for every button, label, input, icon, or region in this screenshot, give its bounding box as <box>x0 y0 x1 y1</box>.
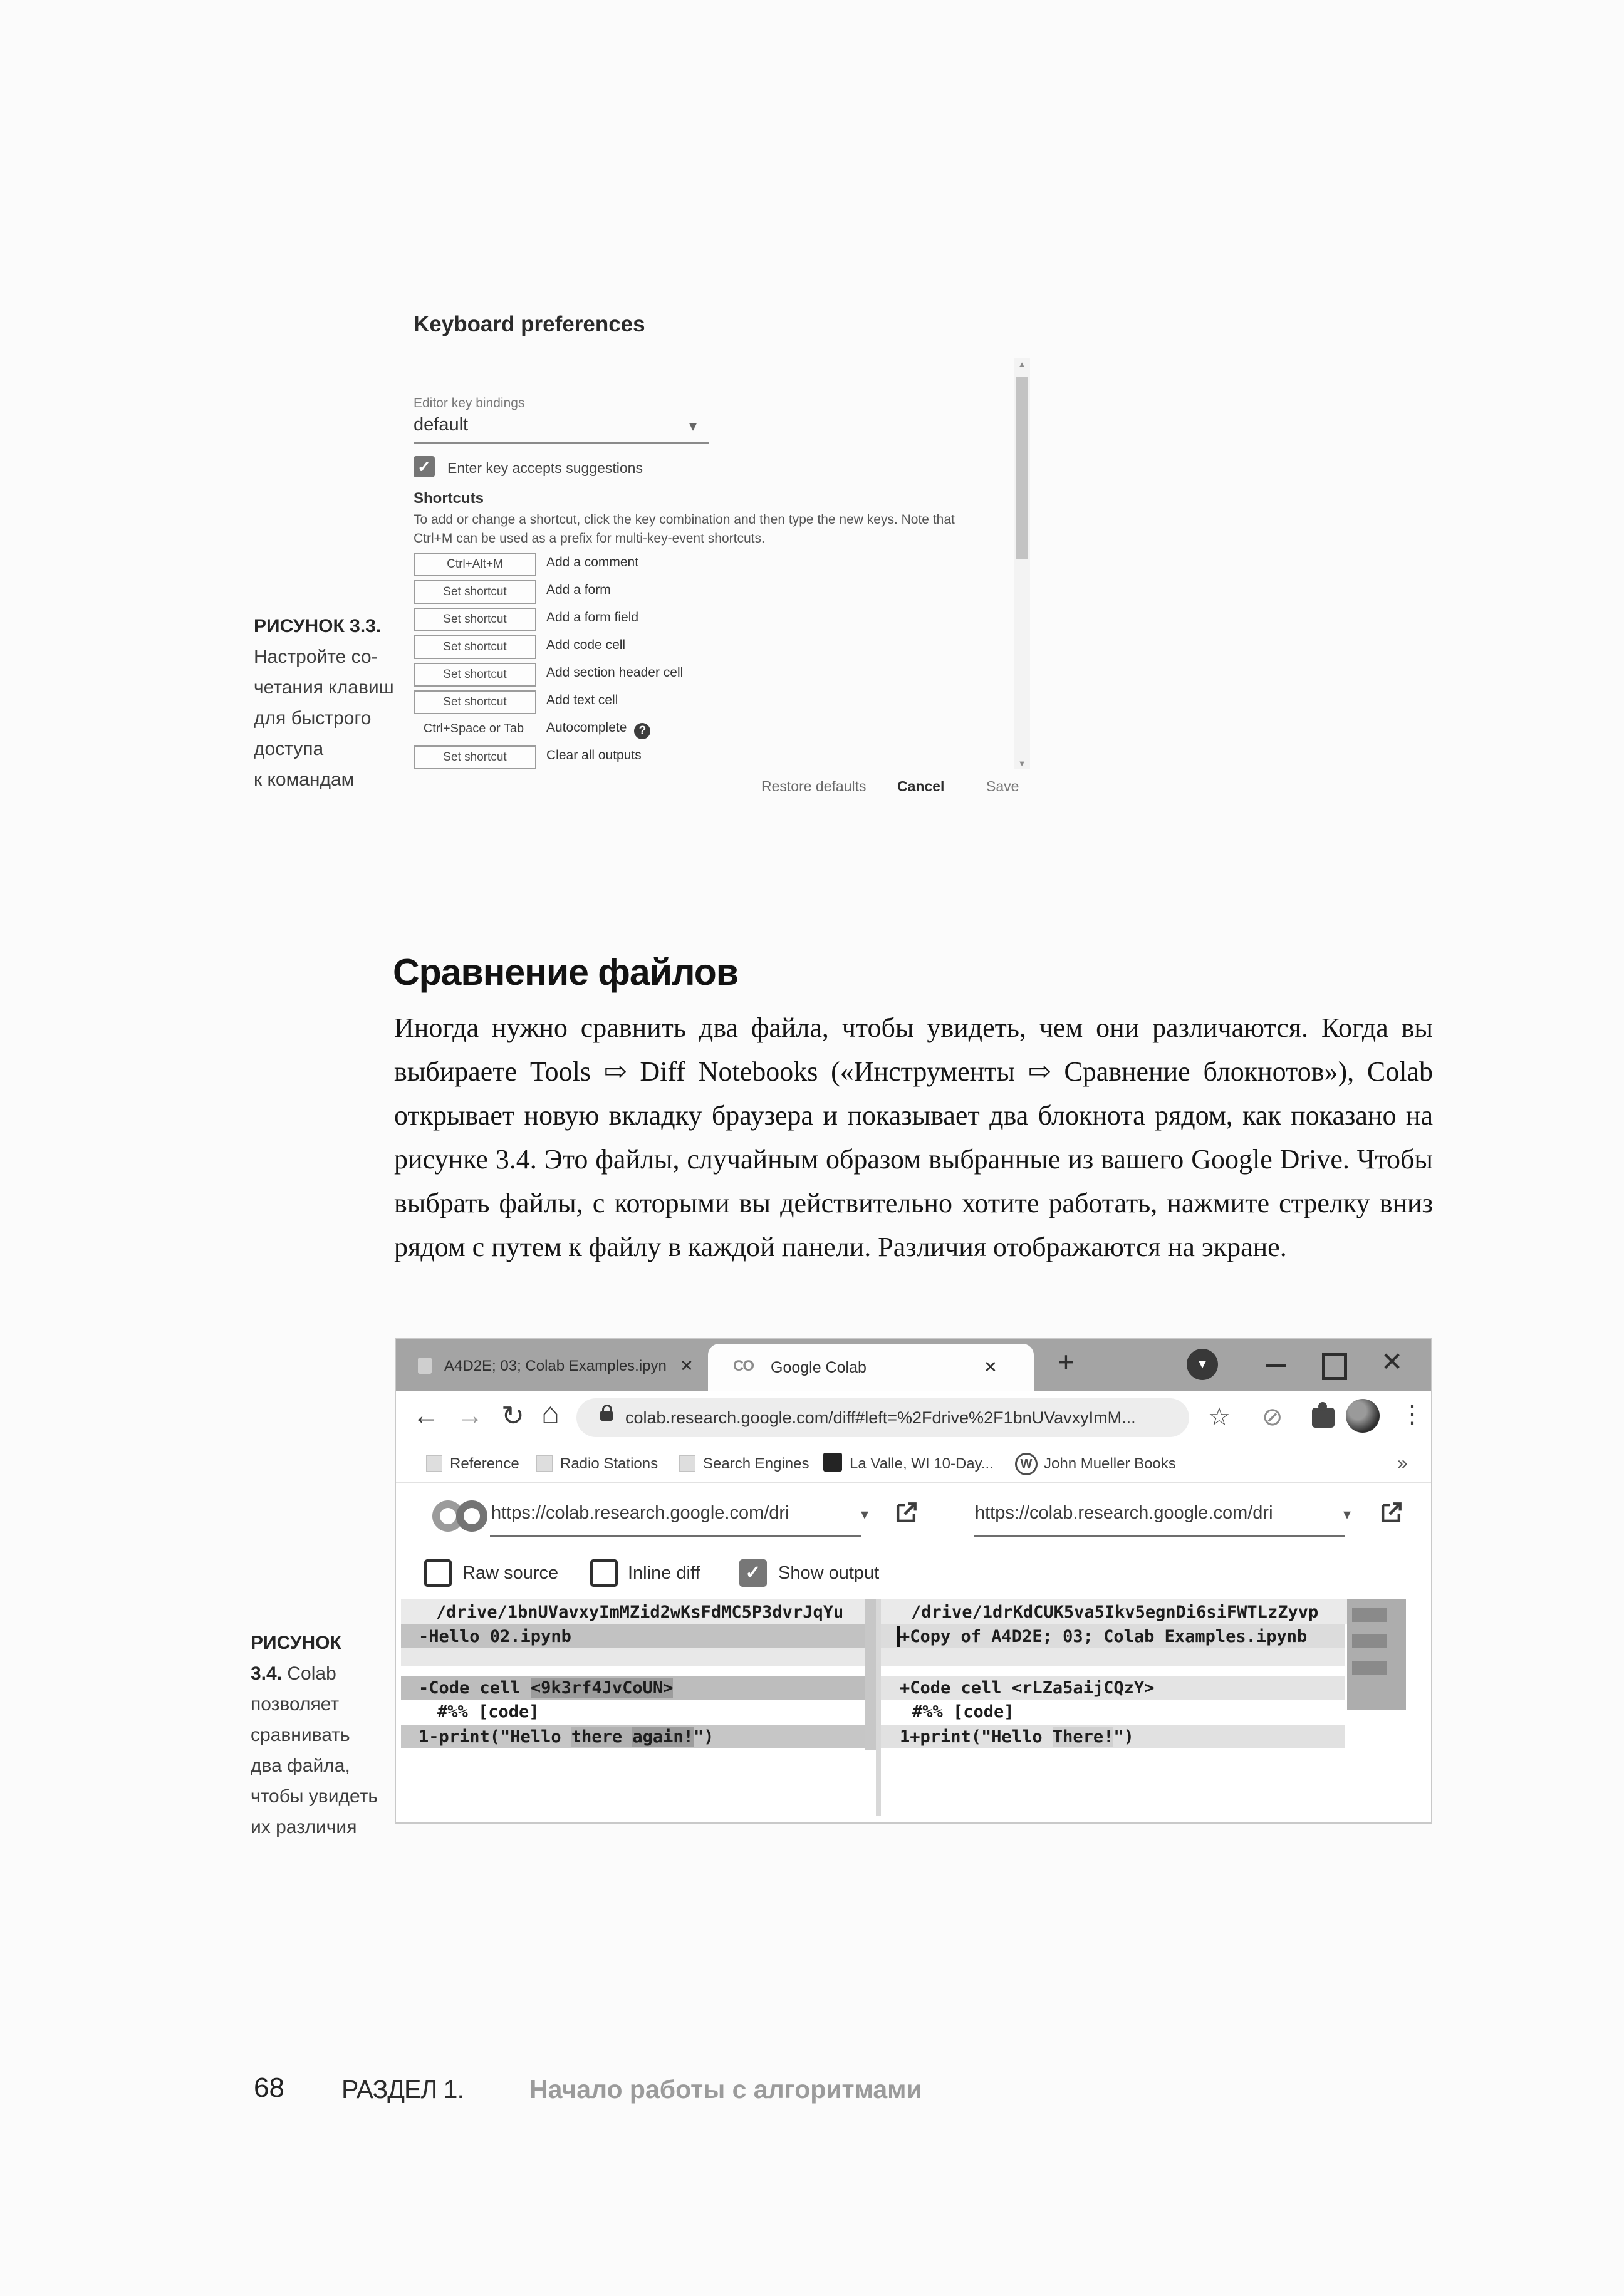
code-cell-marker: #%% [code] <box>437 1702 539 1722</box>
save-button[interactable]: Save <box>986 778 1019 794</box>
code-text: ") <box>693 1727 714 1747</box>
figure-3-4-caption <box>251 1628 407 1842</box>
window-minimize-button[interactable] <box>1266 1364 1286 1367</box>
figure-3-3-caption-title: РИСУНОК 3.3. <box>254 616 382 636</box>
shortcut-row <box>414 718 977 742</box>
profile-avatar[interactable] <box>1346 1399 1380 1433</box>
shortcut-action-label: Add a comment <box>546 555 639 569</box>
toolbar-divider <box>396 1482 1431 1483</box>
right-file-path-dropdown[interactable]: https://colab.research.google.com/dri <box>975 1503 1273 1523</box>
tab-close-icon[interactable]: ✕ <box>680 1356 694 1375</box>
weather-site-icon <box>823 1453 842 1472</box>
browser-menu-icon[interactable]: ⋮ <box>1400 1401 1425 1428</box>
tab-label: Google Colab <box>771 1359 867 1376</box>
left-file-path-dropdown[interactable]: https://colab.research.google.com/dri <box>491 1503 789 1523</box>
dialog-title: Keyboard preferences <box>414 312 645 336</box>
extensions-puzzle-icon[interactable] <box>1312 1408 1335 1428</box>
diff-view <box>401 1599 1426 1816</box>
line-number: 1- <box>419 1727 439 1747</box>
input-underline <box>490 1535 861 1537</box>
left-panel-scrollbar[interactable] <box>865 1599 876 1750</box>
minimap-change-block <box>1352 1608 1387 1622</box>
bookmark-search-engines[interactable]: Search Engines <box>703 1455 809 1472</box>
caption-line: их различия <box>251 1817 357 1837</box>
chevron-down-icon[interactable]: ▾ <box>689 418 697 435</box>
tab-colab-examples[interactable] <box>418 1353 700 1380</box>
open-in-new-tab-icon[interactable] <box>1377 1499 1405 1527</box>
diff-line-text: +Code cell <rLZa5aijCQzY> <box>900 1678 1155 1698</box>
folder-icon <box>426 1455 442 1472</box>
browser-tab-bar <box>396 1339 1431 1391</box>
restore-defaults-button[interactable]: Restore defaults <box>761 778 867 794</box>
bookmarks-bar <box>396 1445 1431 1482</box>
shortcut-action-label: Add text cell <box>546 693 618 707</box>
dialog-scrollbar[interactable] <box>1014 358 1030 769</box>
shortcut-row <box>414 580 977 604</box>
set-shortcut-button[interactable]: Set shortcut <box>414 663 536 687</box>
changed-token: again! <box>632 1727 694 1747</box>
keyboard-preferences-dialog <box>414 307 1046 814</box>
cancel-button[interactable]: Cancel <box>897 778 945 794</box>
content-blocked-icon[interactable]: ⊘ <box>1262 1403 1283 1431</box>
browser-screenshot <box>395 1338 1432 1824</box>
colab-ring-right <box>456 1500 487 1532</box>
bookmark-reference[interactable]: Reference <box>450 1455 519 1472</box>
shortcut-row <box>414 663 977 687</box>
shortcut-action-label: Clear all outputs <box>546 748 642 762</box>
left-notebook-path: /drive/1bnUVavxyImMZid2wKsFdMC5P3dvrJqYu <box>436 1603 844 1622</box>
address-bar[interactable] <box>576 1398 1189 1437</box>
colab-favicon: CO <box>733 1358 753 1374</box>
show-output-label: Show output <box>778 1563 880 1583</box>
caption-line: для быстрого <box>254 708 372 729</box>
chevron-down-icon[interactable]: ▾ <box>1343 1506 1351 1523</box>
show-output-checkbox[interactable]: ✓ <box>739 1559 767 1587</box>
select-underline <box>414 442 709 444</box>
changed-token: There! <box>1052 1727 1114 1747</box>
diff-row-removed <box>401 1624 865 1648</box>
diff-minimap[interactable] <box>1347 1599 1406 1710</box>
diff-line-text: +Copy of A4D2E; 03; Colab Examples.ipynb <box>900 1627 1308 1646</box>
open-in-new-tab-icon[interactable] <box>892 1499 920 1527</box>
code-text: -Code cell <box>419 1678 531 1698</box>
enter-key-checkbox-label: Enter key accepts suggestions <box>447 460 643 476</box>
enter-key-checkbox[interactable]: ✓ <box>414 456 435 477</box>
diff-row-added <box>881 1676 1345 1700</box>
figure-3-4-caption-title: РИСУНОК <box>251 1633 341 1653</box>
bookmark-star-icon[interactable]: ☆ <box>1208 1403 1231 1431</box>
scrollbar-thumb[interactable] <box>1016 377 1028 559</box>
caption-line: чтобы увидеть <box>251 1786 378 1807</box>
line-number: 1+ <box>900 1727 920 1747</box>
url-text[interactable]: colab.research.google.com/diff#left=%2Fdrive%2F1bnUVavxyImM... <box>625 1408 1136 1427</box>
section-heading: Сравнение файлов <box>393 952 739 993</box>
browser-update-icon[interactable]: ▼ <box>1187 1349 1218 1380</box>
code-text: print("Hello <box>920 1727 1053 1747</box>
caption-line: сравнивать <box>251 1725 350 1745</box>
changed-token: <9k3rf4JvCoUN> <box>530 1678 674 1698</box>
set-shortcut-button[interactable]: Set shortcut <box>414 608 536 631</box>
footer-chapter-title: Начало работы с алгоритмами <box>529 2075 922 2104</box>
shortcuts-intro-line1: To add or change a shortcut, click the key combination and then type the new keys. Note that <box>414 512 955 527</box>
caption-line: позволяет <box>251 1694 340 1715</box>
caption-line: четания клавиш <box>254 677 394 698</box>
set-shortcut-button[interactable]: Set shortcut <box>414 690 536 714</box>
browser-toolbar <box>396 1391 1431 1445</box>
panel-divider <box>876 1599 881 1816</box>
bookmark-john-mueller-books[interactable]: John Mueller Books <box>1044 1455 1176 1472</box>
shortcut-action-label: Add a form field <box>546 610 639 625</box>
changed-token: there <box>571 1727 633 1747</box>
caption-line: Colab <box>282 1663 336 1684</box>
shortcuts-section-title: Shortcuts <box>414 490 484 507</box>
shortcut-action-label: Add a form <box>546 583 611 597</box>
raw-source-label: Raw source <box>462 1563 559 1583</box>
help-icon[interactable]: ? <box>634 723 650 739</box>
window-close-button[interactable]: ✕ <box>1381 1347 1403 1376</box>
set-shortcut-button[interactable]: Set shortcut <box>414 580 536 604</box>
bookmarks-overflow-chevron[interactable]: » <box>1397 1453 1408 1473</box>
forward-icon[interactable]: → <box>456 1400 484 1431</box>
set-shortcut-button[interactable]: Set shortcut <box>414 745 536 769</box>
minimap-change-block <box>1352 1634 1387 1648</box>
back-icon[interactable]: ← <box>412 1400 440 1431</box>
shortcut-row <box>414 745 977 769</box>
diff-line-text <box>419 1727 714 1747</box>
minimap-change-block <box>1352 1661 1387 1675</box>
window-maximize-button[interactable] <box>1322 1353 1347 1380</box>
code-text: print("Hello <box>439 1727 571 1747</box>
new-tab-button[interactable]: + <box>1058 1346 1075 1378</box>
folder-icon <box>679 1455 695 1472</box>
right-notebook-path: /drive/1drKdCUK5va5Ikv5egnDi6siFWTLzZyvp <box>911 1603 1319 1622</box>
raw-source-checkbox[interactable] <box>424 1559 452 1587</box>
tab-google-colab-active[interactable] <box>708 1344 1034 1391</box>
body-paragraph: Иногда нужно сравнить два файла, чтобы увидеть, чем они различаются. Когда вы выбираете Tools ⇨ Diff Notebooks («Инструменты ⇨ Сравнение блокнотов»), Colab открывает новую вкладку браузера и показывает два блокнота рядом, как показано на рисунке 3.4. Это файлы, случайным образом выбранные из вашего Google Drive. Чтобы выбрать файлы, с которыми вы действительно хотите работать, нажмите стрелку вниз рядом с путем к файлу в каждой панели. Различия отображаются на экране. <box>394 1012 1433 1262</box>
shortcut-action-label: Add code cell <box>546 638 626 652</box>
lock-icon <box>600 1411 613 1421</box>
set-shortcut-button[interactable]: Set shortcut <box>414 635 536 659</box>
inline-diff-checkbox[interactable] <box>590 1559 618 1587</box>
caption-line: доступа <box>254 739 324 759</box>
reload-icon[interactable]: ↻ <box>501 1401 524 1431</box>
shortcut-action-label: Add section header cell <box>546 665 684 680</box>
shortcut-row <box>414 553 977 576</box>
wordpress-icon: W <box>1015 1453 1038 1475</box>
figure-3-3-caption <box>254 611 410 795</box>
figure-3-4-caption-number: 3.4. <box>251 1663 283 1684</box>
shortcut-action-label <box>546 720 650 739</box>
diff-row-removed <box>401 1725 865 1748</box>
key-bindings-select[interactable]: default <box>414 415 469 435</box>
diff-line-text <box>419 1678 673 1698</box>
scroll-up-icon[interactable]: ▲ <box>1018 360 1026 369</box>
diff-line-text <box>900 1727 1134 1747</box>
code-text: ") <box>1113 1727 1134 1747</box>
diff-row-added <box>881 1725 1345 1748</box>
shortcut-key-text: Ctrl+Space or Tab <box>423 722 524 735</box>
folder-icon <box>536 1455 553 1472</box>
input-underline <box>974 1535 1345 1537</box>
inline-diff-label: Inline diff <box>628 1563 700 1583</box>
scroll-down-icon[interactable]: ▼ <box>1018 759 1026 768</box>
tab-label: A4D2E; 03; Colab Examples.ipyn <box>444 1358 667 1374</box>
editor-key-bindings-label: Editor key bindings <box>414 396 525 410</box>
bookmark-la-valle-weather[interactable]: La Valle, WI 10-Day... <box>850 1455 994 1472</box>
caption-line: к командам <box>254 769 355 790</box>
diff-row-removed <box>401 1676 865 1700</box>
shortcut-row <box>414 690 977 714</box>
footer-section-label: РАЗДЕЛ 1. <box>341 2075 464 2104</box>
autocomplete-label: Autocomplete <box>546 720 627 735</box>
chevron-down-icon[interactable]: ▾ <box>861 1506 869 1523</box>
home-icon[interactable]: ⌂ <box>541 1397 560 1430</box>
page-number: 68 <box>254 2072 284 2103</box>
diff-line-text: -Hello 02.ipynb <box>419 1627 571 1646</box>
shortcuts-intro-line2: Ctrl+M can be used as a prefix for multi-key-event shortcuts. <box>414 531 765 546</box>
shortcut-key-button[interactable]: Ctrl+Alt+M <box>414 553 536 576</box>
diff-row-added <box>881 1624 1345 1648</box>
shortcut-row <box>414 608 977 631</box>
tab-favicon <box>418 1358 432 1374</box>
code-cell-marker: #%% [code] <box>912 1702 1014 1722</box>
caption-line: два файла, <box>251 1755 350 1776</box>
bookmark-radio-stations[interactable]: Radio Stations <box>560 1455 658 1472</box>
shortcut-row <box>414 635 977 659</box>
tab-close-icon[interactable]: ✕ <box>984 1358 997 1376</box>
caption-line: Настройте со- <box>254 647 378 667</box>
